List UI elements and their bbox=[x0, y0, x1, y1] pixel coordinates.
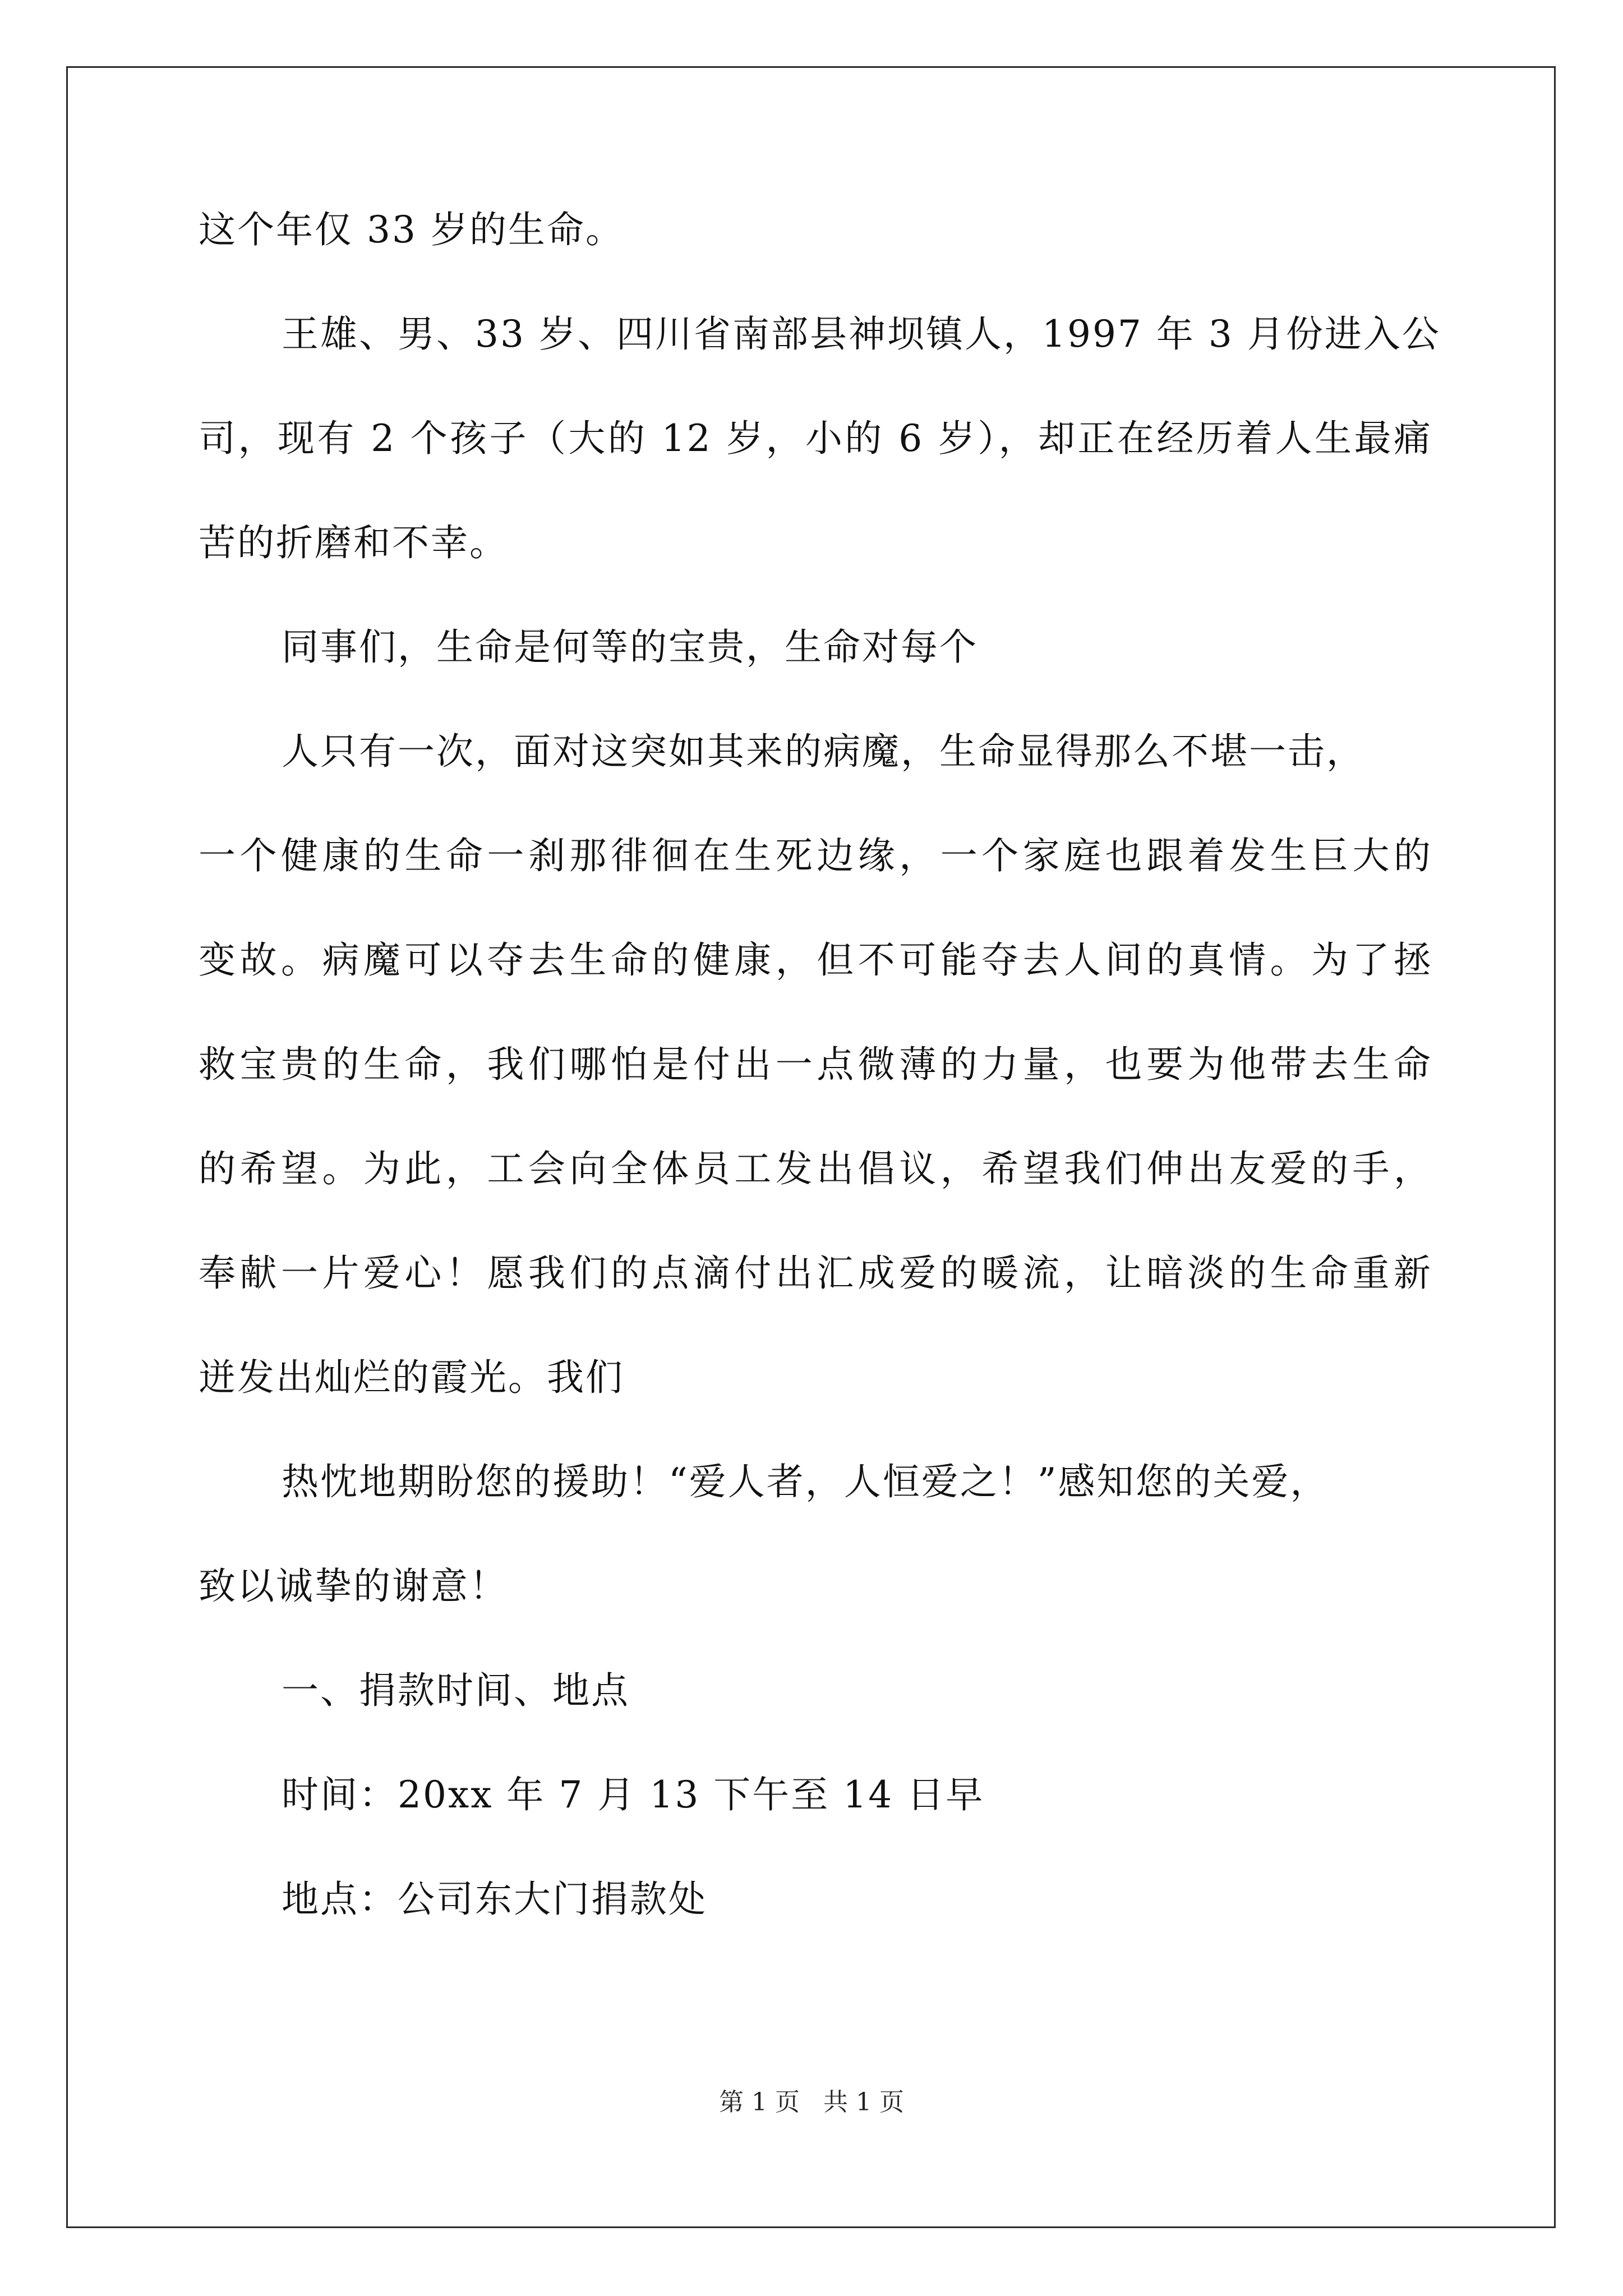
text-line: 奉献一片爱心！愿我们的点滴付出汇成爱的暖流，让暗淡的生命重新 bbox=[199, 1251, 1432, 1295]
text-line: 变故。病魔可以夺去生命的健康，但不可能夺去人间的真情。为了拯 bbox=[199, 938, 1432, 982]
paragraph-line: 王雄、男、33 岁、四川省南部县神坝镇人，1997 年 3 月份进入公 bbox=[282, 312, 1441, 356]
text-line: 救宝贵的生命，我们哪怕是付出一点微薄的力量，也要为他带去生命 bbox=[199, 1043, 1432, 1086]
text-line: 司，现有 2 个孩子（大的 12 岁，小的 6 岁），却正在经历着人生最痛 bbox=[199, 417, 1432, 460]
section-heading: 一、捐款时间、地点 bbox=[282, 1669, 630, 1712]
paragraph-line: 热忱地期盼您的援助！“爱人者，人恒爱之！”感知您的关爱， bbox=[282, 1460, 1329, 1503]
text-line: 致以诚挚的谢意！ bbox=[199, 1565, 508, 1608]
paragraph-line: 同事们，生命是何等的宝贵，生命对每个 bbox=[282, 625, 978, 669]
text-line: 迸发出灿烂的霞光。我们 bbox=[199, 1356, 624, 1399]
text-line: 这个年仅 33 岁的生命。 bbox=[199, 208, 624, 251]
text-line: 一个健康的生命一刹那徘徊在生死边缘，一个家庭也跟着发生巨大的 bbox=[199, 834, 1432, 877]
paragraph-line: 人只有一次，面对这突如其来的病魔，生命显得那么不堪一击， bbox=[282, 730, 1365, 773]
time-line: 时间：20xx 年 7 月 13 下午至 14 日早 bbox=[282, 1773, 985, 1816]
location-line: 地点：公司东大门捐款处 bbox=[282, 1878, 707, 1921]
text-line: 的希望。为此，工会向全体员工发出倡议，希望我们伸出友爱的手， bbox=[199, 1147, 1432, 1190]
page-number: 第 1 页 共 1 页 bbox=[719, 2088, 904, 2116]
text-line: 苦的折磨和不幸。 bbox=[199, 521, 508, 564]
